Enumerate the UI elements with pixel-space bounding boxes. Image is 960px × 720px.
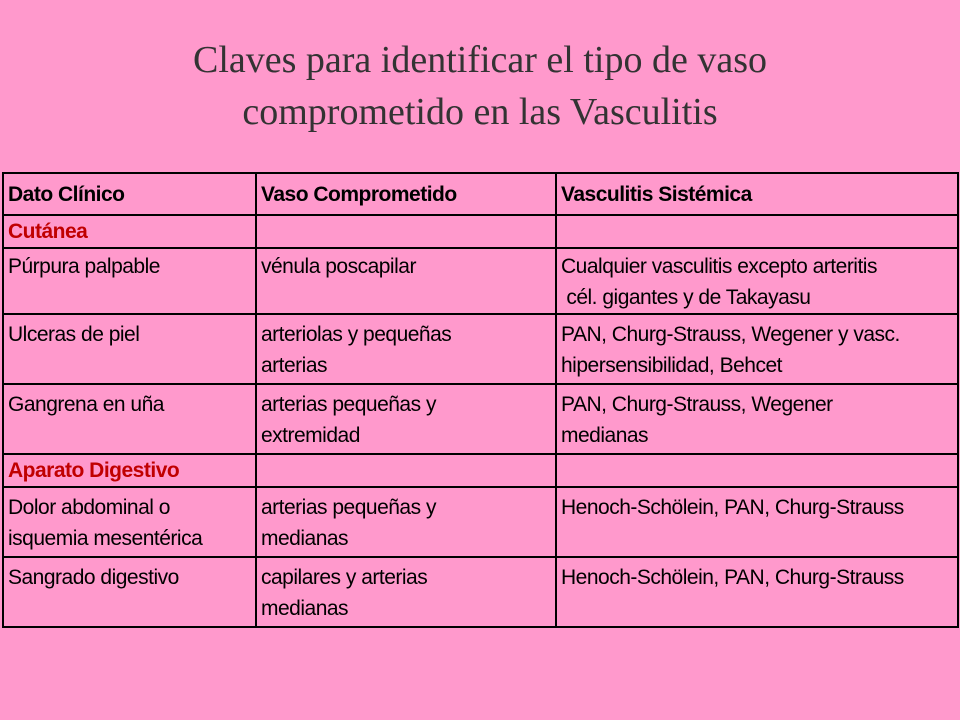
cell-line: PAN, Churg-Strauss, Wegener y vasc. [561, 323, 900, 346]
vasculitis-table [2, 172, 959, 628]
vessel-cell [256, 557, 556, 627]
cell-line: hipersensibilidad, Behcet [561, 354, 782, 377]
vessel-cell [256, 487, 556, 557]
vessel-cell [256, 248, 556, 314]
cell-line: medianas [261, 597, 349, 620]
slide-title-line-2: comprometido en las Vasculitis [242, 91, 718, 133]
clinical-cell [3, 487, 256, 557]
vasculitis-cell [556, 314, 958, 384]
cell-line: arterias pequeñas y [261, 393, 436, 416]
slide-title-line-1: Claves para identificar el tipo de vaso [192, 39, 767, 81]
cell-line: medianas [561, 424, 649, 447]
cell-line: extremidad [261, 424, 360, 447]
cell-line: Ulceras de piel [8, 323, 140, 346]
section-row-cutanea [3, 215, 958, 248]
cell-line: Henoch-Schölein, PAN, Churg-Strauss [561, 566, 904, 589]
table-row [3, 384, 958, 454]
table-row [3, 248, 958, 314]
cell-line: Gangrena en uña [8, 393, 164, 416]
cell-line: Cualquier vasculitis excepto arteritis [561, 255, 877, 278]
section-label: Aparato Digestivo [3, 454, 256, 487]
table-row [3, 557, 958, 627]
cell-line: PAN, Churg-Strauss, Wegener [561, 393, 833, 416]
cell-line: arterias pequeñas y [261, 496, 436, 519]
slide-title [0, 34, 960, 138]
cell-line: cél. gigantes y de Takayasu [561, 286, 811, 309]
cell-line: medianas [261, 527, 349, 550]
vasculitis-cell [556, 248, 958, 314]
cell-line: arteriolas y pequeñas [261, 323, 452, 346]
cell-line: vénula poscapilar [261, 255, 416, 278]
cell-line: capilares y arterias [261, 566, 428, 589]
table-row [3, 487, 958, 557]
cell-line: isquemia mesentérica [8, 527, 203, 550]
header-clinical: Dato Clínico [3, 173, 256, 215]
empty-cell [256, 454, 556, 487]
cell-line: Sangrado digestivo [8, 566, 179, 589]
clinical-cell [3, 314, 256, 384]
clinical-cell [3, 557, 256, 627]
cell-line: Púrpura palpable [8, 255, 160, 278]
section-row-aparato-digestivo [3, 454, 958, 487]
vessel-cell [256, 314, 556, 384]
vasculitis-cell [556, 557, 958, 627]
header-vessel: Vaso Comprometido [256, 173, 556, 215]
empty-cell [256, 215, 556, 248]
vasculitis-cell [556, 487, 958, 557]
empty-cell [556, 215, 958, 248]
empty-cell [556, 454, 958, 487]
vessel-cell [256, 384, 556, 454]
section-label: Cutánea [3, 215, 256, 248]
vasculitis-cell [556, 384, 958, 454]
clinical-cell [3, 248, 256, 314]
clinical-cell [3, 384, 256, 454]
table-row [3, 314, 958, 384]
header-vasculitis: Vasculitis Sistémica [556, 173, 958, 215]
cell-line: arterias [261, 354, 328, 377]
cell-line: Dolor abdominal o [8, 496, 170, 519]
table-header-row [3, 173, 958, 215]
cell-line: Henoch-Schölein, PAN, Churg-Strauss [561, 496, 904, 519]
